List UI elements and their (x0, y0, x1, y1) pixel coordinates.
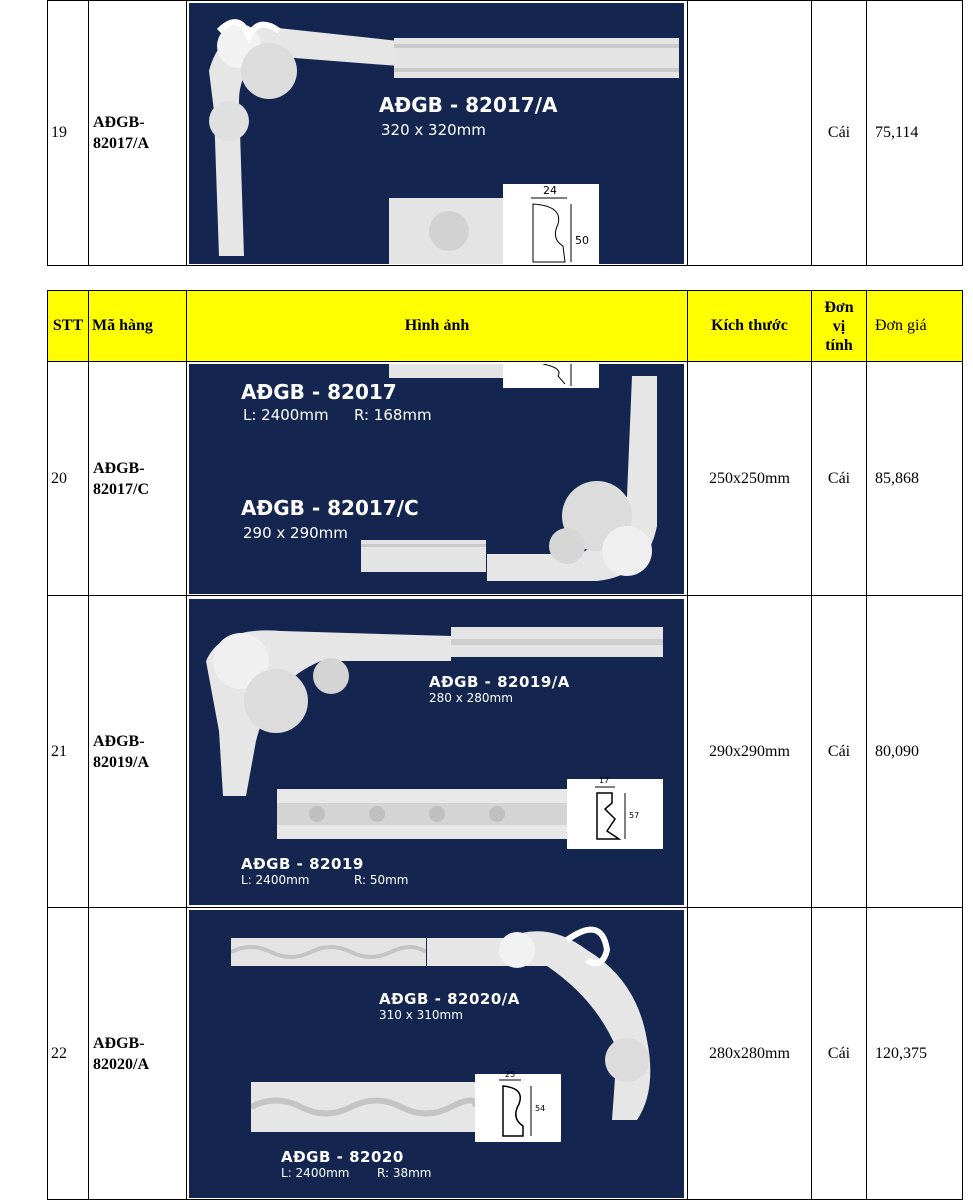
molding-bar-icon (451, 627, 663, 657)
row-code (89, 596, 187, 908)
corner-ornament-icon (201, 621, 451, 796)
table-row (48, 908, 963, 1200)
header-image: Hình ảnh (187, 291, 688, 362)
row-size: 290x290mm (688, 596, 812, 908)
row-code (89, 1, 187, 266)
row-size: 250x250mm (688, 362, 812, 596)
row-stt: 21 (48, 596, 89, 908)
row-unit: Cái (812, 596, 867, 908)
row-unit: Cái (812, 362, 867, 596)
code-line-1: AĐGB- (93, 732, 145, 750)
profile-height: 57 (629, 811, 640, 820)
header-unit-line-1: Đơn (824, 298, 854, 316)
profile-drawing (567, 776, 663, 849)
product-image-cell (187, 596, 688, 908)
row-stt: 22 (48, 908, 89, 1200)
molding-bar-icon (231, 938, 426, 966)
code-line-2: 82020/A (93, 1055, 149, 1073)
profile-height: 50 (575, 234, 589, 247)
profile-width: 25 (505, 1070, 516, 1079)
corner-dims: 280 x 280mm (429, 691, 513, 705)
product-image-cell (187, 1, 688, 266)
row-price: 80,090 (867, 596, 963, 908)
row-size (688, 1, 812, 266)
product-image-20 (189, 364, 684, 594)
code-line-1: AĐGB- (93, 459, 145, 477)
bar-dims-length: L: 2400mm (241, 873, 310, 887)
molding-bar-icon (361, 540, 486, 572)
price-table-part-2 (47, 290, 963, 1200)
row-price: 75,114 (867, 1, 963, 266)
corner-ornament-icon (199, 11, 399, 256)
product-image-19 (189, 3, 684, 264)
code-line-2: 82017/A (93, 135, 149, 152)
profile-height: 54 (535, 1104, 546, 1113)
row-unit: Cái (812, 1, 867, 266)
corner-label: AĐGB - 82017/A (379, 93, 558, 117)
header-stt: STT (48, 291, 89, 362)
row-price: 120,375 (867, 908, 963, 1200)
product-image-cell (187, 362, 688, 596)
corner-label: AĐGB - 82020/A (379, 990, 520, 1008)
header-unit (812, 291, 867, 362)
profile-drawing (475, 1070, 561, 1142)
bar-dims-radius: R: 38mm (377, 1166, 432, 1180)
row-code (89, 908, 187, 1200)
corner-dims: 290 x 290mm (243, 524, 348, 542)
profile-drawing (503, 184, 599, 264)
row-unit: Cái (812, 908, 867, 1200)
header-price: Đơn giá (867, 291, 963, 362)
header-size: Kích thước (688, 291, 812, 362)
corner-ornament-icon (487, 376, 662, 591)
bar-label: AĐGB - 82017 (241, 380, 397, 404)
table-row (48, 596, 963, 908)
header-code: Mã hàng (89, 291, 187, 362)
bar-label: AĐGB - 82019 (241, 855, 364, 873)
profile-width: 24 (543, 184, 557, 197)
bar-dims-length: L: 2400mm (243, 406, 329, 424)
corner-label: AĐGB - 82019/A (429, 673, 570, 691)
row-stt: 20 (48, 362, 89, 596)
product-image-cell (187, 908, 688, 1200)
corner-dims: 310 x 310mm (379, 1008, 463, 1022)
product-image-22 (189, 910, 684, 1198)
row-stt: 19 (48, 1, 89, 266)
code-line-1: AĐGB- (93, 1034, 145, 1052)
molding-bar-icon (394, 38, 679, 78)
row-size: 280x280mm (688, 908, 812, 1200)
product-image-21 (189, 599, 684, 905)
molding-bar-icon (251, 1082, 476, 1132)
bar-dims-radius: R: 50mm (354, 873, 409, 887)
molding-bar-icon (277, 789, 567, 839)
header-unit-line-3: tính (825, 336, 853, 354)
corner-label: AĐGB - 82017/C (241, 496, 419, 520)
row-price: 85,868 (867, 362, 963, 596)
header-unit-line-2: vị (832, 317, 846, 335)
profile-width: 17 (599, 776, 610, 785)
table-row (48, 362, 963, 596)
code-line-2: 82017/C (93, 480, 149, 498)
price-table-part-1 (47, 0, 963, 266)
bar-label: AĐGB - 82020 (281, 1148, 404, 1166)
molding-bar-icon (389, 198, 509, 264)
row-code (89, 362, 187, 596)
code-line-1: AĐGB- (93, 114, 145, 131)
bar-dims-length: L: 2400mm (281, 1166, 350, 1180)
code-line-2: 82019/A (93, 753, 149, 771)
bar-dims-radius: R: 168mm (354, 406, 432, 424)
table-header (48, 291, 963, 362)
corner-dims: 320 x 320mm (381, 121, 486, 139)
table-row (48, 1, 963, 266)
